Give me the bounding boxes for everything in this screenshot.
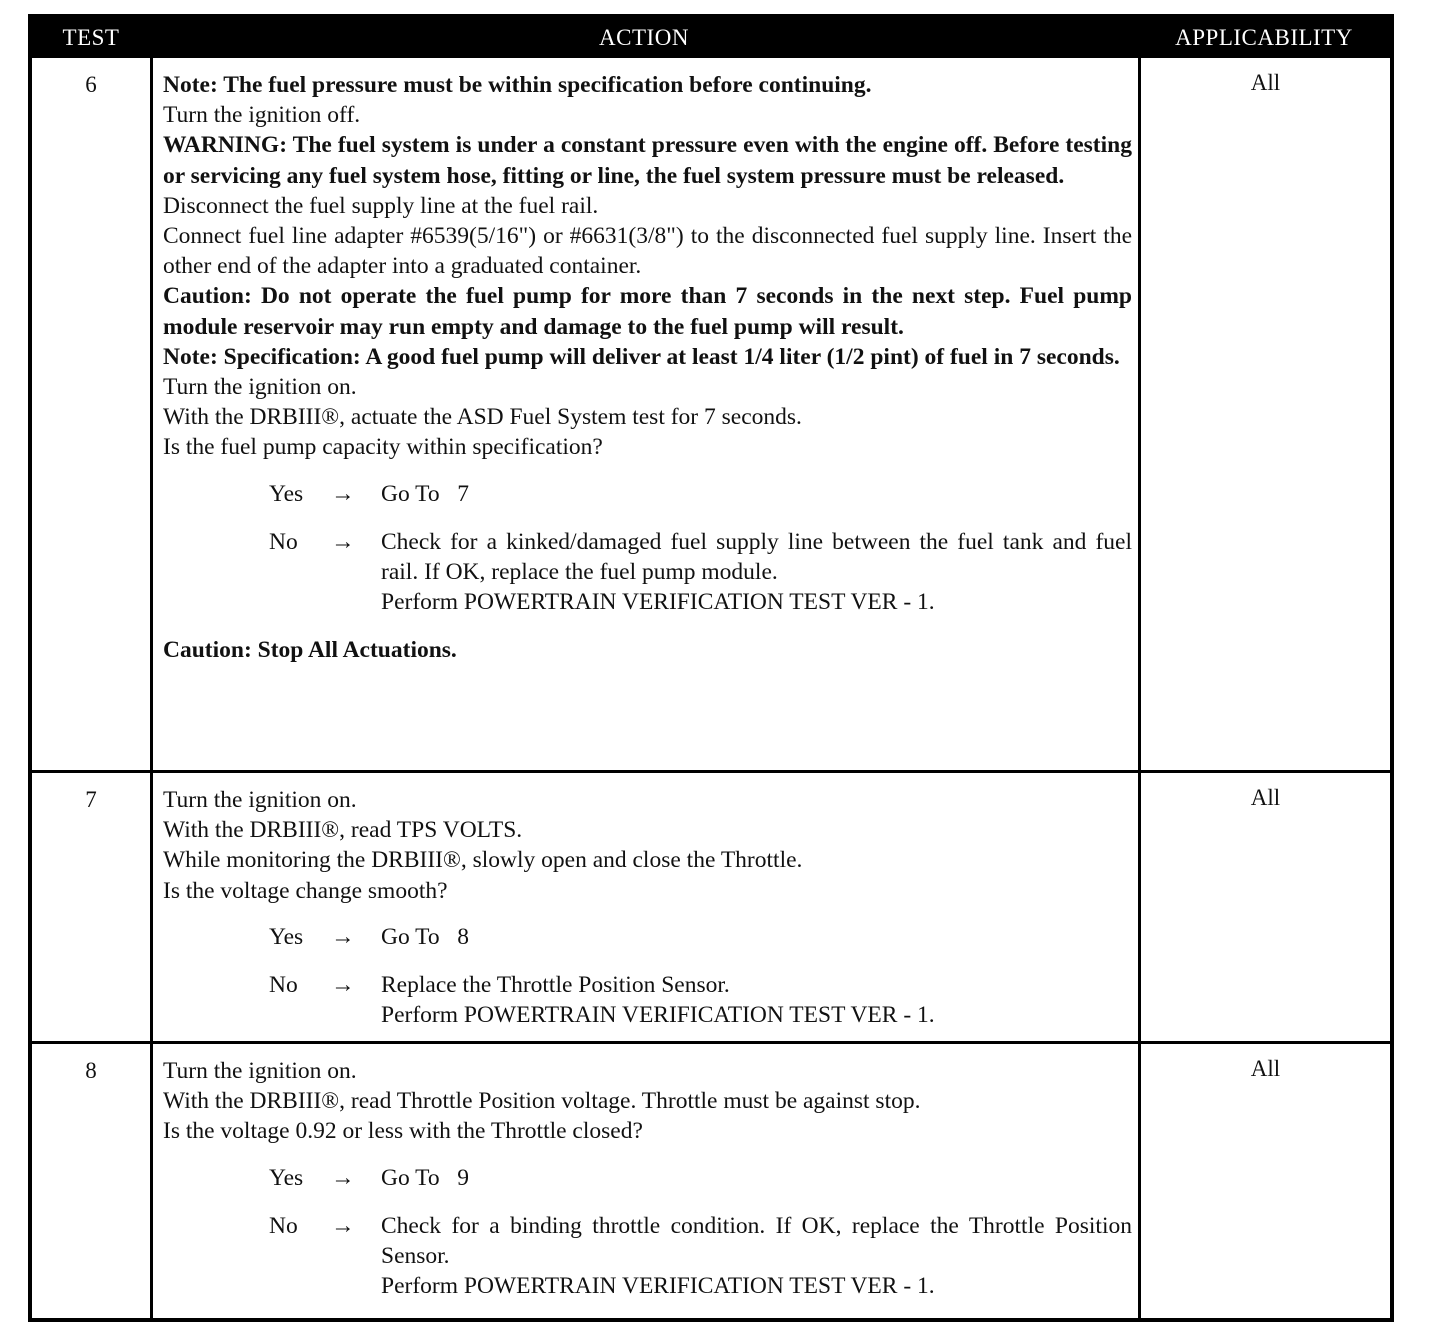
answer-text: Replace the Throttle Position Sensor. Perform POWERTRAIN VERIFICATION TEST VER - 1.: [381, 972, 935, 1029]
arrow-icon: →: [331, 528, 355, 555]
action-step: Is the voltage 0.92 or less with the Throttle closed?: [163, 1118, 643, 1145]
answer-options: [269, 922, 1132, 1031]
answer-label: Yes: [269, 1164, 304, 1191]
answer-label: No: [269, 528, 298, 555]
applicability-cell: All: [1250, 1056, 1281, 1081]
answer-options: [269, 479, 1132, 618]
action-cell: [153, 1044, 1141, 1318]
answer-label: Yes: [269, 480, 304, 507]
arrow-icon: →: [331, 1164, 355, 1191]
answer-option: [269, 527, 1132, 618]
diagnostic-table: [28, 14, 1394, 1322]
action-step: Turn the ignition off.: [163, 102, 361, 129]
applicability-cell: All: [1250, 785, 1281, 810]
action-step: Turn the ignition on.: [163, 374, 357, 401]
answer-options: [269, 1163, 1132, 1302]
action-note: WARNING: The fuel system is under a constant pressure even with the engine off. Before testing or servicing any fuel system hose, fitting or line, the fuel system pressure must be released.: [163, 132, 1138, 189]
header-action: ACTION: [599, 25, 689, 50]
answer-option: [269, 970, 1132, 1030]
test-number: 8: [32, 1044, 153, 1318]
test-number: 7: [32, 773, 153, 1041]
answer-option: [269, 479, 1132, 509]
answer-option: [269, 1163, 1132, 1193]
answer-option: [269, 922, 1132, 952]
applicability-cell: All: [1250, 70, 1281, 95]
action-cell: [153, 58, 1141, 770]
arrow-icon: →: [331, 480, 355, 507]
action-step: With the DRBIII®, read Throttle Position voltage. Throttle must be against stop.: [163, 1088, 921, 1115]
action-note: Note: The fuel pressure must be within specification before continuing.: [163, 72, 872, 98]
action-step: Is the voltage change smooth?: [163, 877, 448, 904]
action-step: Connect fuel line adapter #6539(5/16") or #6631(3/8") to the disconnected fuel supply line. Insert the other end of the adapter into a graduated container.: [163, 223, 1138, 280]
action-step: With the DRBIII®, read TPS VOLTS.: [163, 817, 523, 844]
table-header: [32, 18, 1390, 58]
action-note: Note: Specification: A good fuel pump will deliver at least 1/4 liter (1/2 pint) of fuel in 7 seconds.: [163, 343, 1120, 370]
answer-option: [269, 1211, 1132, 1302]
answer-label: No: [269, 1212, 298, 1239]
header-applicability: APPLICABILITY: [1175, 25, 1353, 50]
action-step: Is the fuel pump capacity within specification?: [163, 434, 603, 461]
answer-label: No: [269, 972, 298, 999]
action-step: With the DRBIII®, actuate the ASD Fuel System test for 7 seconds.: [163, 404, 802, 431]
action-step: Turn the ignition on.: [163, 1058, 357, 1084]
action-note: Caution: Do not operate the fuel pump for more than 7 seconds in the next step. Fuel pump module reservoir may run empty and damage to the fuel pump will result.: [163, 283, 1138, 340]
answer-text: Check for a binding throttle condition. If OK, replace the Throttle Position Sensor. Perform POWERTRAIN VERIFICATION TEST VER - 1.: [381, 1212, 1132, 1300]
table-body: [32, 58, 1390, 1318]
table-row: [32, 58, 1390, 770]
action-step: While monitoring the DRBIII®, slowly open and close the Throttle.: [163, 847, 803, 874]
header-test: TEST: [62, 25, 120, 50]
table-row: [32, 770, 1390, 1041]
answer-label: Yes: [269, 923, 304, 950]
answer-text: Go To 9: [381, 1164, 470, 1191]
caution-footer: Caution: Stop All Actuations.: [163, 637, 457, 664]
arrow-icon: →: [331, 923, 355, 950]
answer-text: Go To 7: [381, 480, 470, 507]
action-cell: [153, 773, 1141, 1041]
test-number: 6: [32, 58, 153, 770]
action-step: Disconnect the fuel supply line at the fuel rail.: [163, 192, 599, 219]
arrow-icon: →: [331, 972, 355, 999]
answer-text: Check for a kinked/damaged fuel supply line between the fuel tank and fuel rail. If OK, replace the fuel pump module. Perform POWERTRAIN VERIFICATION TEST VER - 1.: [381, 528, 1132, 616]
table-row: [32, 1041, 1390, 1318]
answer-text: Go To 8: [381, 923, 470, 950]
action-step: Turn the ignition on.: [163, 787, 357, 813]
arrow-icon: →: [331, 1212, 355, 1239]
